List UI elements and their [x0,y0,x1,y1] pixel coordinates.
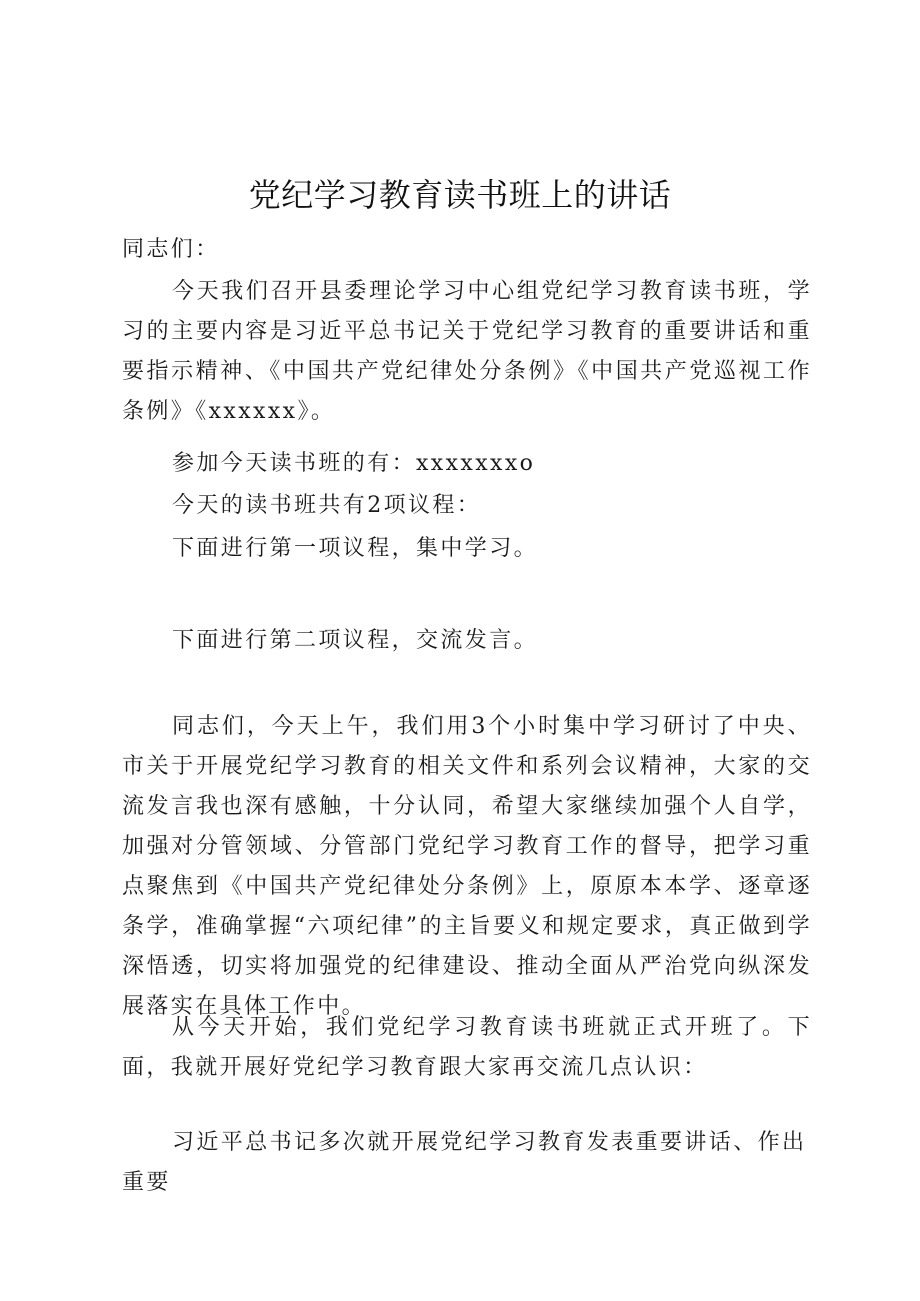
paragraph-summary: 同志们，今天上午，我们用3个小时集中学习研讨了中央、市关于开展党纪学习教育的相关文件和系列会议精神，大家的交流发言我也深有感触，十分认同，希望大家继续加强个人自学，加强对分管领域、分管部门党纪学习教育工作的督导，把学习重点聚焦到《中国共产党纪律处分条例》上，原原本本学、逐章逐条学，准确掌握“六项纪律”的主旨要义和规定要求，真正做到学深悟透，切实将加强党的纪律建设、推动全面从严治党向纵深发展落实在具体工作中。 [122,714,812,1019]
salutation: 同志们： [122,237,220,262]
paragraph-opening: 从今天开始，我们党纪学习教育读书班就正式开班了。下面，我就开展好党纪学习教育跟大家再交流几点认识： [122,1015,812,1080]
document-title: 党纪学习教育读书班上的讲话 [248,176,672,214]
paragraph-intro: 今天我们召开县委理论学习中心组党纪学习教育读书班，学习的主要内容是习近平总书记关于党纪学习教育的重要讲话和重要指示精神、《中国共产党纪律处分条例》《中国共产党巡视工作条例》《xxxxxx》。 [122,279,812,424]
paragraph-agenda-item-2: 下面进行第二项议程，交流发言。 [172,628,539,653]
paragraph-continued: 习近平总书记多次就开展党纪学习教育发表重要讲话、作出重要 [122,1130,807,1195]
paragraph-agenda: 今天的读书班共有2项议程： [172,493,482,518]
paragraph-attendees: 参加今天读书班的有：xxxxxxxo [172,451,536,476]
paragraph-agenda-item-1: 下面进行第一项议程，集中学习。 [172,536,539,561]
